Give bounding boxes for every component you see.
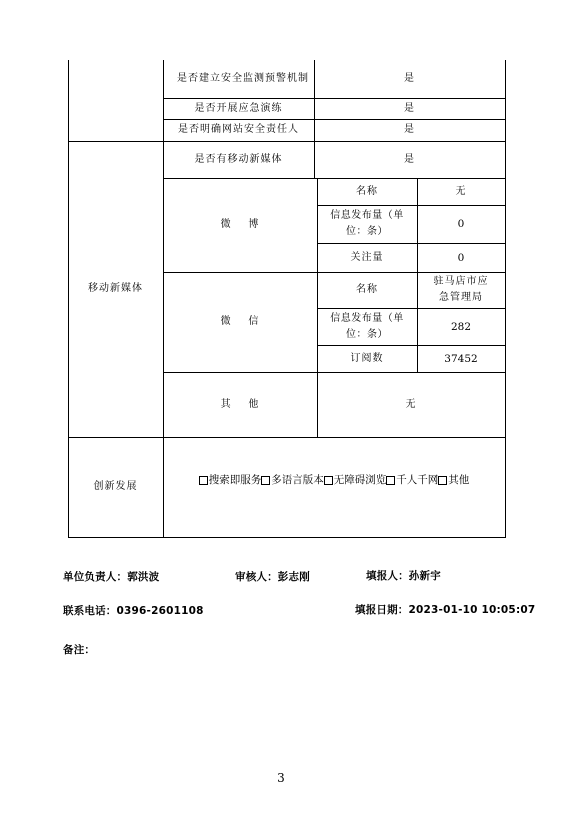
page-number: 3	[277, 771, 285, 785]
fill-date: 填报日期：2023-01-10 10:05:07	[355, 604, 536, 616]
option-personalized: 千人千网	[396, 474, 439, 486]
monitoring-value: 是	[404, 73, 415, 84]
weibo-followers-label: 关注量	[350, 251, 384, 263]
option-multilingual: 多语言版本	[271, 474, 324, 486]
reviewer: 审核人：彭志刚	[235, 571, 310, 583]
checkbox-multilingual[interactable]	[261, 476, 270, 485]
weibo-followers-value: 0	[457, 251, 465, 264]
unit-leader: 单位负责人：郭洪波	[63, 571, 160, 583]
wechat-name-value: 驻马店市应急管理局	[433, 276, 489, 303]
checkbox-other[interactable]	[438, 476, 447, 485]
option-accessibility: 无障碍浏览	[333, 474, 387, 486]
section-mobile-media: 移动新媒体	[88, 283, 143, 294]
other-label: 其 他	[220, 398, 260, 410]
wechat-subscribers-label: 订阅数	[350, 352, 384, 364]
innovation-label: 创新发展	[93, 481, 138, 492]
responsible-label: 是否明确网站安全责任人	[178, 124, 299, 135]
checkbox-personalized[interactable]	[386, 476, 395, 485]
wechat-posts-label: 信息发布量（单位：条）	[330, 312, 404, 340]
innovation-options	[163, 437, 505, 523]
remark: 备注：	[63, 644, 96, 656]
wechat-label: 微 信	[220, 316, 260, 327]
wechat-posts-value: 282	[450, 320, 472, 333]
filler: 填报人：孙新宇	[366, 570, 441, 582]
checkbox-search-service[interactable]	[199, 476, 208, 485]
wechat-subscribers-value: 37452	[444, 352, 478, 365]
checkbox-accessibility[interactable]	[324, 476, 333, 485]
weibo-label: 微 博	[220, 219, 260, 230]
wechat-name-label: 名称	[356, 284, 378, 295]
weibo-posts-label: 信息发布量（单位：条）	[330, 210, 404, 237]
option-search-service: 搜索即服务	[208, 474, 262, 486]
weibo-name-label: 名称	[356, 185, 378, 197]
drill-label: 是否开展应急演练	[194, 102, 283, 114]
other-value: 无	[405, 398, 417, 410]
has-media-label: 是否有移动新媒体	[194, 153, 283, 165]
weibo-posts-value: 0	[457, 218, 465, 230]
contact-phone: 联系电话：0396-2601108	[63, 605, 204, 617]
monitoring-label: 是否建立安全监测预警机制	[177, 73, 309, 84]
responsible-value: 是	[404, 124, 415, 135]
has-media-value: 是	[404, 153, 415, 165]
option-other: 其他	[448, 474, 470, 486]
innovation-option-list	[199, 472, 470, 488]
drill-value: 是	[404, 102, 415, 114]
weibo-name-value: 无	[455, 185, 467, 197]
